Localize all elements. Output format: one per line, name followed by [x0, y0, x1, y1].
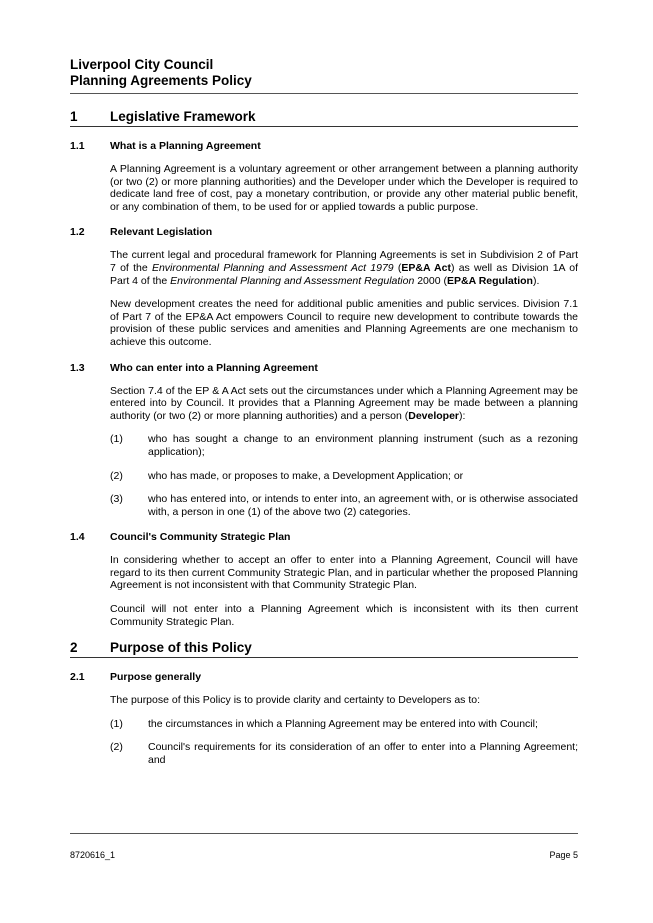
text-run: 2000 ( [414, 274, 447, 287]
section-number: 1 [70, 109, 78, 124]
subsection-heading-1-3 [70, 362, 578, 375]
list-item-number: (1) [110, 717, 123, 730]
list-item [110, 718, 578, 731]
subsection-title: Relevant Legislation [110, 226, 213, 239]
document-body [70, 103, 578, 767]
paragraph: Council will not enter into a Planning Agreement which is inconsistent with its then current Community Strategic Plan. [110, 603, 578, 628]
text-run: ). [532, 274, 540, 287]
text-run: Section 7.4 of the EP & A Act sets out the circumstances under which a Planning Agreement may be entered into by Council. It provides that a Planning Agreement may be made between a planning authority (or two (2) or more planning authorities) and a person ( [110, 384, 578, 422]
list-item [110, 741, 578, 766]
list-item-number: (2) [110, 741, 123, 754]
list-item-text: who has sought a change to an environment planning instrument (such as a rezoning application); [148, 433, 578, 458]
text-run: The current legal and procedural framework for Planning Agreements is set in Subdivision 2 of Part 7 of the [110, 249, 578, 274]
page-number: Page 5 [549, 850, 578, 860]
list-item [110, 433, 578, 458]
subsection-number: 1.1 [70, 140, 85, 152]
defined-term: EP&A Regulation [447, 274, 533, 287]
subsection-number: 1.2 [70, 226, 85, 239]
list-item-text: Council's requirements for its consideration of an offer to enter into a Planning Agreement; and [148, 741, 578, 767]
subsection-number: 1.3 [70, 361, 85, 374]
subsection-title: Council's Community Strategic Plan [110, 531, 291, 544]
list-item-number: (1) [110, 433, 123, 446]
paragraph [110, 385, 578, 423]
paragraph [110, 249, 578, 287]
section-heading-1 [70, 109, 578, 127]
paragraph: The purpose of this Policy is to provide clarity and certainty to Developers as to: [110, 694, 481, 707]
subsection-title: Who can enter into a Planning Agreement [110, 361, 318, 374]
text-run: ( [393, 261, 402, 274]
header-council-name: Liverpool City Council [70, 57, 214, 72]
page-header [70, 57, 580, 89]
list-item-text: the circumstances in which a Planning Agreement may be entered into with Council; [148, 717, 538, 730]
list-item-number: (2) [110, 469, 123, 482]
paragraph: New development creates the need for additional public amenities and public services. Division 7.1 of Part 7 of the EP&A Act empowers Council to require new development to contribute towards the provision of these public services and amenities and Planning Agreements are one mechanism to achieve this outcome. [110, 298, 578, 348]
act-title: Environmental Planning and Assessment Act 1979 [151, 261, 394, 274]
regulation-title: Environmental Planning and Assessment Regulation [170, 274, 415, 287]
section-title: Purpose of this Policy [110, 640, 252, 656]
paragraph: A Planning Agreement is a voluntary agreement or other arrangement between a planning authority (or two (2) or more planning authorities) and the Developer under which the Developer is required to dedicate land free of cost, pay a monetary contribution, or provide any other material public benefit, or any combination of them, to be used for or applied towards a public purpose. [110, 163, 578, 213]
page-footer [70, 850, 578, 860]
subsection-number: 1.4 [70, 531, 85, 544]
subsection-heading-2-1 [70, 671, 578, 684]
header-policy-title: Planning Agreements Policy [70, 73, 252, 88]
text-run: ): [459, 409, 466, 422]
list-item [110, 470, 578, 483]
subsection-heading-1-2 [70, 226, 578, 239]
defined-term: Developer [408, 409, 460, 422]
header-divider [70, 93, 578, 94]
text-run: ) as well as Division 1A of Part 4 of the [110, 261, 578, 287]
defined-term: EP&A Act [401, 261, 451, 274]
list-item-text: who has entered into, or intends to enter into, an agreement with, or is otherwise associated with, a person in one (1) of the above two (2) categories. [148, 493, 578, 518]
list-item-number: (3) [110, 493, 123, 506]
subsection-number: 2.1 [70, 671, 85, 684]
paragraph: In considering whether to accept an offer to enter into a Planning Agreement, Council will have regard to its then current Community Strategic Plan, and in particular whether the proposed Planning Agreement is not inconsistent with that Community Strategic Plan. [110, 554, 578, 592]
section-number: 2 [70, 640, 78, 656]
subsection-title: What is a Planning Agreement [110, 140, 261, 152]
subsection-heading-1-1 [70, 140, 578, 153]
list-item [110, 493, 578, 518]
subsection-title: Purpose generally [110, 671, 202, 684]
document-id: 8720616_1 [70, 850, 116, 860]
section-title: Legislative Framework [110, 109, 256, 124]
section-heading-2 [70, 640, 578, 658]
footer-divider [70, 833, 578, 834]
subsection-heading-1-4 [70, 531, 578, 544]
list-item-text: who has made, or proposes to make, a Development Application; or [148, 469, 464, 482]
